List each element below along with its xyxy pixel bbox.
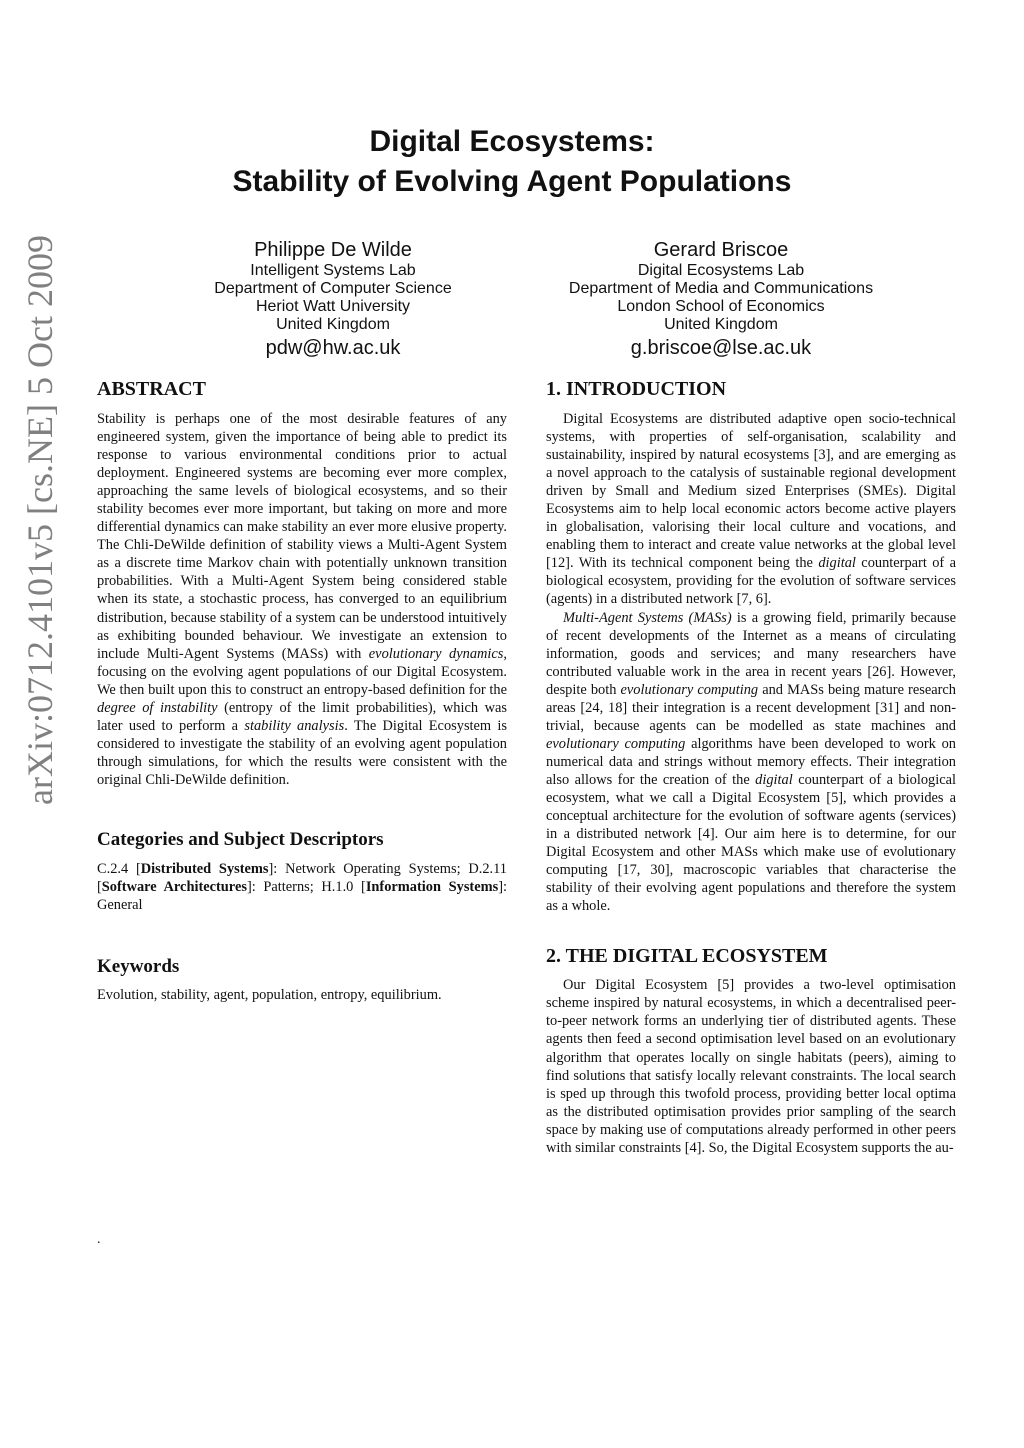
introduction-paragraph-1 [546,410,956,609]
category-name: Distributed Systems [140,860,269,877]
author-name: Philippe De Wilde [254,239,412,261]
categories-part: ]: Network Operating Systems; D.2.11 [ [97,860,507,896]
arxiv-identifier: arXiv:0712.4101v5 [cs.NE] 5 Oct 2009 [20,235,60,805]
categories-part: ]: Patterns; H.1.0 [ [246,879,366,896]
abstract-text-part: (entropy of the limit probabilities), which was later used to perform a [97,699,507,734]
author-department: Department of Media and Communications [568,280,874,297]
paragraph-part: counterpart of a biological ecosystem, what we call a Digital Ecosystem [5], which provides a conceptual architecture for the evolution of software agents (services) in a distributed network [4]. Our aim here is to determine, for our Digital Ecosystem and other MASs which make use of evolutionary computing [17, 30], macroscopic variables that characterise the stability of their evolving agent populations and therefore the system as a whole. [546,771,956,915]
categories-heading: Categories and Subject Descriptors [97,828,384,850]
abstract-text-part: Stability is perhaps one of the most desirable features of any engineered system, given the importance of being able to predict its response to various environmental conditions prior to actual deployment. Engineered systems are becoming ever more complex, approaching the same levels of biological ecosystems, and so their stability becomes ever more important, but taking on more and more differential dynamics can make stability an ever more elusive property. The Chli-DeWilde definition of stability views a Multi-Agent System as a discrete time Markov chain with potentially unknown transition probabilities. With a Multi-Agent System being considered stable when its state, a stochastic process, has converged to an equilibrium distribution, because stability of a system can be understood intuitively as exhibiting bounded behaviour. We investigate an extension to include Multi-Agent Systems (MASs) with [97,411,507,662]
category-name: Software Architectures [101,879,247,896]
author-block-briscoe [540,238,902,360]
paper-title [0,122,1024,202]
categories-part: C.2.4 [ [97,860,141,877]
abstract-emphasis: degree of instability [97,699,218,716]
paragraph-part: and MASs being mature research areas [24, 18] their integration is a recent development [31] and non-trivial, because agents can be modelled as state machines and [546,681,956,734]
categories-text [97,860,507,914]
keywords-heading: Keywords [97,956,180,978]
digital-ecosystem-paragraph-1: Our Digital Ecosystem [5] provides a two-level optimisation scheme inspired by natural ecosystems, in which a decentralised peer-to-peer network forms an underlying tier of distributed agents. These agents then feed a second optimisation level based on an evolutionary algorithm that operates locally on single habitats (peers), aiming to find solutions that satisfy locally relevant constraints. The local search is sped up through this twofold process, providing better local optima as the distributed optimisation provides prior sampling of the search space by making use of computations already performed in other peers with similar constraints [4]. So, the Digital Ecosystem supports the au- [546,977,956,1156]
paragraph-emphasis: evolutionary computing [620,681,759,698]
paragraph-part: counterpart of a biological ecosystem, providing for the evolution of software services (agents) in a distributed network [7, 6]. [546,555,956,608]
introduction-heading: 1. INTRODUCTION [546,378,727,400]
abstract-heading: ABSTRACT [97,378,206,400]
author-lab: Intelligent Systems Lab [250,262,416,279]
abstract-text [97,410,507,789]
right-column [546,375,956,1157]
paragraph-emphasis: digital [818,555,856,572]
author-lab: Digital Ecosystems Lab [637,262,805,279]
footer-mark: . [97,1232,101,1247]
author-institution: Heriot Watt University [255,298,411,315]
abstract-emphasis: stability analysis [244,717,345,734]
keywords-text: Evolution, stability, agent, population, entropy, equilibrium. [97,987,442,1004]
paragraph-part: is a growing field, primarily because of recent developments of the Internet as a means of circulating information, goods and services; and many researchers have contributed valuable work in the area in recent years [26]. However, despite both [546,609,956,698]
author-name: Gerard Briscoe [653,239,789,261]
paragraph-emphasis: digital [755,771,793,788]
author-email[interactable]: g.briscoe@lse.ac.uk [630,337,812,359]
paragraph-emphasis: evolutionary computing [546,735,686,752]
category-name: Information Systems [365,879,499,896]
author-email[interactable]: pdw@hw.ac.uk [265,337,401,359]
left-column [97,375,507,1004]
author-department: Department of Computer Science [214,280,452,297]
abstract-text-part: . The Digital Ecosystem is considered to investigate the stability of an evolving agent population through simulations, for which the results were consistent with the original Chli-DeWilde definition. [97,717,508,788]
introduction-paragraph-2 [546,609,956,916]
paragraph-emphasis: Multi-Agent Systems (MASs) [563,609,732,626]
title-line-2: Stability of Evolving Agent Populations [232,165,792,198]
author-country: United Kingdom [276,316,390,333]
digital-ecosystem-heading: 2. THE DIGITAL ECOSYSTEM [546,945,828,968]
author-institution: London School of Economics [617,298,825,315]
paragraph-part: Digital Ecosystems are distributed adaptive open socio-technical systems, with properties of self-organisation, scalability and sustainability, inspired by natural ecosystems [3], and are emerging as a novel approach to the catalysis of sustainable regional development driven by Small and Medium sized Enterprises (SMEs). Digital Ecosystems aim to help local economic actors become active players in globalisation, valorising their local culture and vocations, and enabling them to interact and create value networks at the global level [12]. With its technical component being the [546,411,956,572]
title-line-1: Digital Ecosystems: [369,125,655,158]
author-block-de-wilde [172,238,494,360]
abstract-emphasis: evolutionary dynamics [368,645,504,662]
paragraph-part: algorithms have been developed to work on numerical data and strings without memory effects. Their integration also allows for the creation of the [546,735,956,788]
author-country: United Kingdom [664,316,778,333]
categories-part: ]: General [97,879,507,914]
abstract-text-part: , focusing on the evolving agent populations of our Digital Ecosystem. We then built upon this to construct an entropy-based definition for the [97,645,507,698]
